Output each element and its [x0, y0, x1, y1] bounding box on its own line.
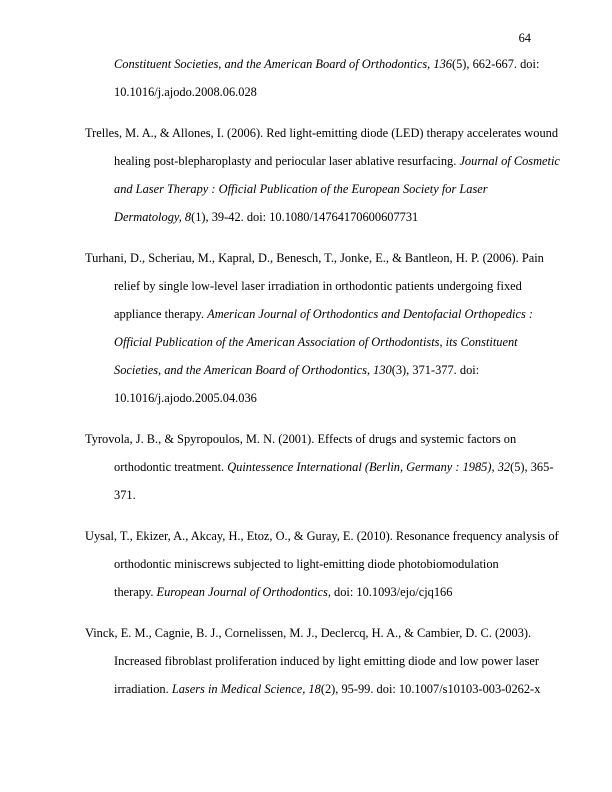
reference-entry — [85, 425, 565, 509]
reference-entry — [85, 244, 565, 412]
journal-title-segment: Dermatology, 8 — [114, 210, 192, 224]
text-segment: relief by single low-level laser irradiation in orthodontic patients undergoing fixed — [114, 279, 522, 293]
reference-line — [85, 647, 565, 675]
text-segment: 10.1016/j.ajodo.2005.04.036 — [114, 391, 257, 405]
reference-line — [85, 356, 565, 384]
journal-title-segment: European Journal of Orthodontics, — [156, 585, 331, 599]
text-segment: Increased fibroblast proliferation induced by light emitting diode and low power laser — [114, 654, 539, 668]
reference-line — [85, 453, 565, 481]
text-segment: irradiation. — [114, 682, 172, 696]
journal-title-segment: Official Publication of the American Association of Orthodontists, its Constituent — [114, 335, 518, 349]
text-segment: (2), 95-99. doi: 10.1007/s10103-003-0262-x — [320, 682, 541, 696]
reference-line — [85, 50, 565, 78]
page-number: 64 — [518, 31, 531, 45]
reference-line — [85, 619, 565, 647]
text-segment: Tyrovola, J. B., & Spyropoulos, M. N. (2001). Effects of drugs and systemic factors on — [85, 432, 517, 446]
text-segment: (5), 662-667. doi: — [451, 57, 540, 71]
reference-line — [85, 550, 565, 578]
text-segment: (1), 39-42. doi: 10.1080/14764170600607731 — [191, 210, 419, 224]
reference-entry — [85, 119, 565, 231]
text-segment: (3), 371-377. doi: — [391, 363, 480, 377]
text-segment: Uysal, T., Ekizer, A., Akcay, H., Etoz, O., & Guray, E. (2010). Resonance frequency analysis of — [85, 529, 559, 543]
text-segment: healing post-blepharoplasty and periocular laser ablative resurfacing. — [114, 154, 460, 168]
text-segment: Trelles, M. A., & Allones, I. (2006). Red light-emitting diode (LED) therapy accelerates wound — [85, 126, 559, 140]
reference-line — [85, 384, 565, 412]
reference-line — [85, 675, 565, 703]
text-segment: doi: 10.1093/ejo/cjq166 — [330, 585, 453, 599]
reference-line — [85, 78, 565, 106]
text-segment: therapy. — [114, 585, 157, 599]
reference-line — [85, 481, 565, 509]
references-list — [85, 50, 565, 716]
reference-line — [85, 175, 565, 203]
journal-title-segment: Societies, and the American Board of Orthodontics, 130 — [114, 363, 392, 377]
text-segment: appliance therapy. — [114, 307, 208, 321]
reference-line — [85, 328, 565, 356]
reference-line — [85, 300, 565, 328]
journal-title-segment: American Journal of Orthodontics and Dentofacial Orthopedics : — [207, 307, 534, 321]
reference-entry — [85, 619, 565, 703]
journal-title-segment: Lasers in Medical Science, 18 — [171, 682, 321, 696]
text-segment: (5), 365- — [510, 460, 554, 474]
reference-entry — [85, 522, 565, 606]
reference-line — [85, 147, 565, 175]
journal-title-segment: Journal of Cosmetic — [459, 154, 560, 168]
reference-line — [85, 203, 565, 231]
reference-line — [85, 272, 565, 300]
reference-line — [85, 244, 565, 272]
text-segment: 10.1016/j.ajodo.2008.06.028 — [114, 85, 257, 99]
text-segment: orthodontic miniscrews subjected to light-emitting diode photobiomodulation — [114, 557, 499, 571]
reference-line — [85, 425, 565, 453]
reference-line — [85, 522, 565, 550]
reference-line — [85, 119, 565, 147]
text-segment: 371. — [114, 488, 136, 502]
journal-title-segment: Constituent Societies, and the American Board of Orthodontics, 136 — [114, 57, 452, 71]
reference-entry — [85, 50, 565, 106]
text-segment: Turhani, D., Scheriau, M., Kapral, D., Benesch, T., Jonke, E., & Bantleon, H. P. (2006). Pain — [85, 251, 544, 265]
journal-title-segment: Quintessence International (Berlin, Germany : 1985), 32 — [227, 460, 511, 474]
reference-line — [85, 578, 565, 606]
text-segment: orthodontic treatment. — [114, 460, 228, 474]
journal-title-segment: and Laser Therapy : Official Publication of the European Society for Laser — [114, 182, 488, 196]
text-segment: Vinck, E. M., Cagnie, B. J., Cornelissen, M. J., Declercq, H. A., & Cambier, D. C. (2003). — [85, 626, 532, 640]
